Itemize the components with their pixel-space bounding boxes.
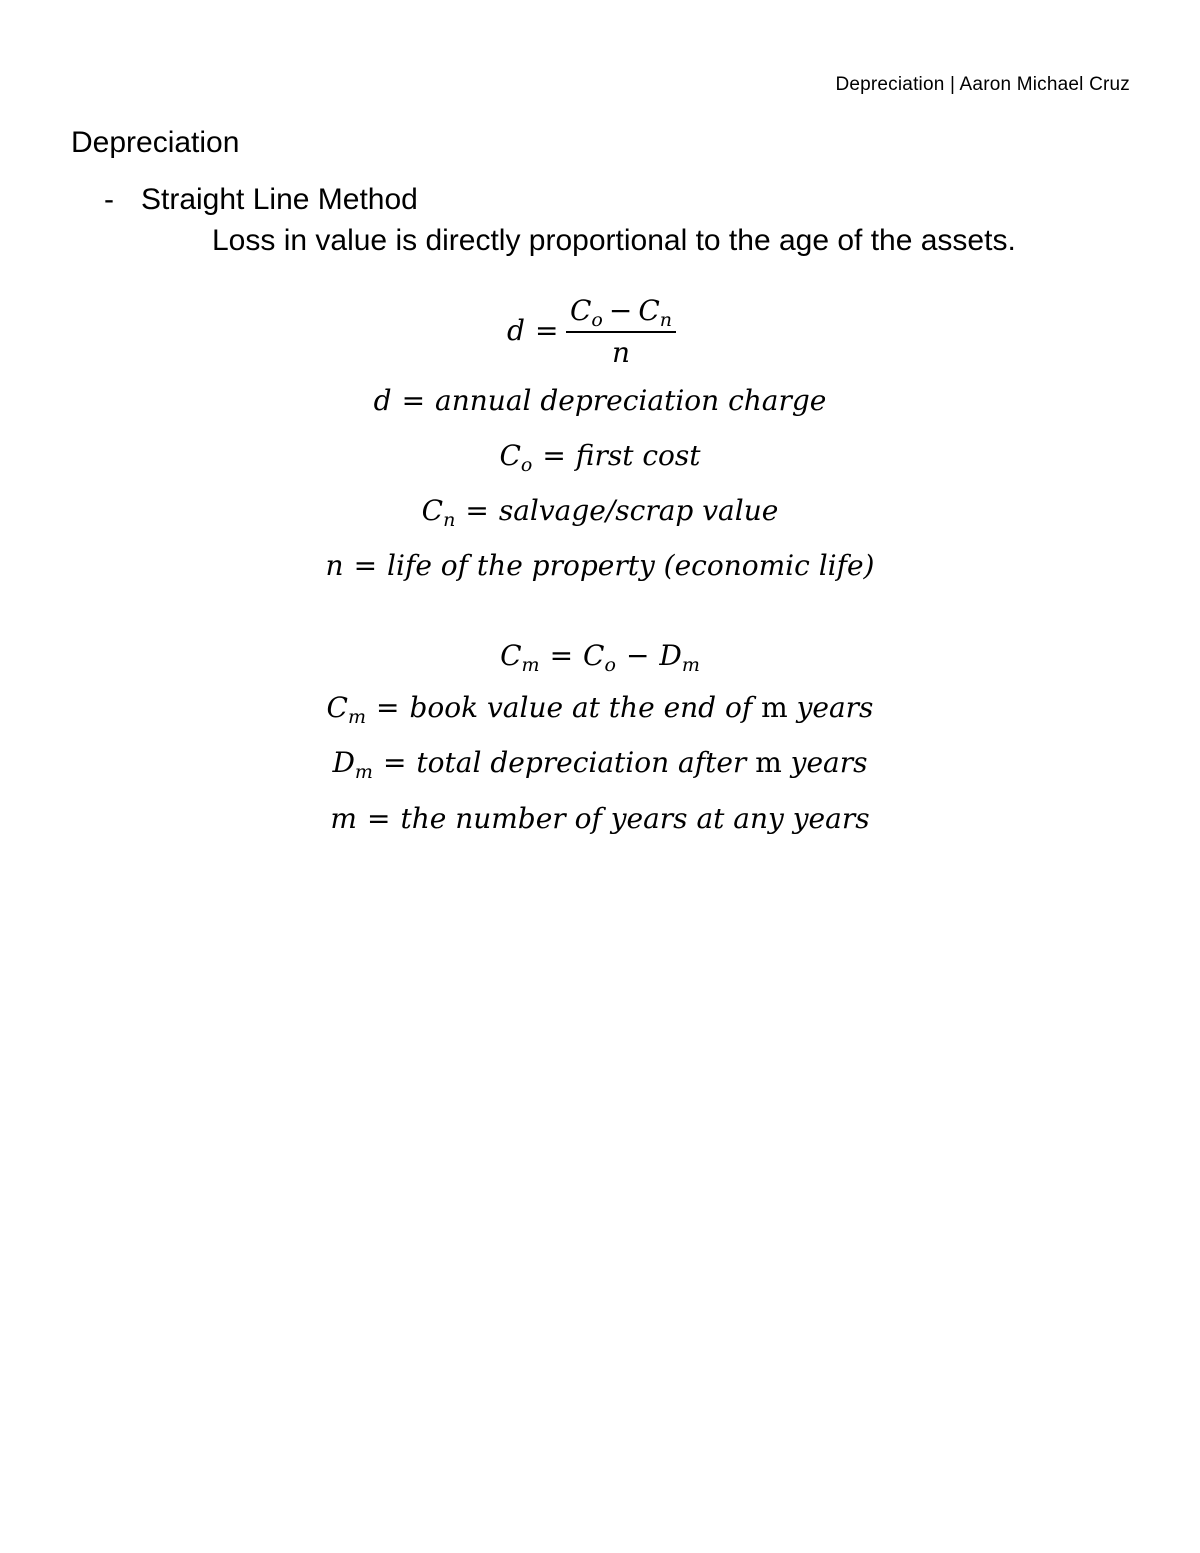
definition-line [0, 802, 1200, 835]
bv-first-cost-sub: o [604, 654, 616, 676]
fraction-bar [566, 331, 676, 333]
formula-lhs [507, 314, 558, 347]
definition-line [0, 494, 1200, 531]
book-value-formula [0, 639, 1200, 676]
numerator-first-cost-sub: o [591, 309, 603, 331]
def-meaning: annual depreciation charge [435, 384, 827, 417]
document-title: Depreciation [71, 126, 240, 159]
def-symbol: C [499, 439, 521, 472]
bv-total-dep: D [659, 639, 682, 672]
def-upright-m: m [755, 746, 782, 779]
def-symbol: m [330, 802, 357, 835]
def-meaning: the number of years at any years [400, 802, 870, 835]
bv-lhs-sub: m [521, 654, 540, 676]
def-meaning: first cost [575, 439, 701, 472]
bv-total-dep-sub: m [681, 654, 700, 676]
def-equals: = [382, 746, 407, 779]
bullet-item-straight-line [104, 183, 418, 217]
def-symbol: C [326, 691, 348, 724]
numerator-salvage: C [638, 294, 660, 327]
definition-line [0, 746, 1200, 783]
def-symbol-sub: m [347, 706, 367, 728]
depreciation-formula [0, 290, 1200, 370]
def-symbol-sub: o [520, 454, 533, 476]
def-equals: = [366, 802, 391, 835]
formula-equals: = [534, 314, 559, 347]
def-meaning: life of the property (economic life) [387, 549, 875, 582]
method-definition: Loss in value is directly proportional to the age of the assets. [212, 224, 1016, 257]
def-meaning: book value at the end of [409, 691, 753, 724]
def-symbol: C [421, 494, 444, 527]
def-meaning: total depreciation after [416, 746, 747, 779]
def-upright-m: m [761, 691, 788, 724]
running-header: Depreciation | Aaron Michael Cruz [835, 74, 1130, 95]
formula-numerator [566, 294, 676, 331]
bv-equals: = [549, 639, 574, 672]
method-name: Straight Line Method [141, 183, 418, 216]
formula-lhs-symbol: d [507, 314, 525, 347]
def-symbol-sub: n [443, 509, 456, 531]
def-symbol: D [332, 746, 355, 779]
def-equals: = [465, 494, 489, 527]
bv-first-cost: C [583, 639, 605, 672]
definition-line [0, 439, 1200, 476]
bv-minus: − [625, 639, 650, 672]
definition-line [0, 549, 1200, 582]
bv-lhs: C [500, 639, 522, 672]
def-meaning-after: years [796, 691, 874, 724]
formula-denominator: n [611, 336, 631, 369]
def-equals: = [353, 549, 378, 582]
def-meaning-after: years [790, 746, 868, 779]
definition-line [0, 384, 1200, 417]
numerator-first-cost: C [569, 294, 592, 327]
def-equals: = [542, 439, 566, 472]
def-equals: = [401, 384, 426, 417]
def-equals: = [376, 691, 400, 724]
numerator-salvage-sub: n [659, 309, 673, 331]
def-symbol: n [325, 549, 344, 582]
definition-line [0, 691, 1200, 728]
def-symbol-sub: m [354, 761, 373, 783]
def-meaning: salvage/scrap value [498, 494, 779, 527]
def-symbol: d [373, 384, 392, 417]
numerator-minus: − [608, 294, 633, 327]
bullet-dash: - [104, 183, 114, 216]
